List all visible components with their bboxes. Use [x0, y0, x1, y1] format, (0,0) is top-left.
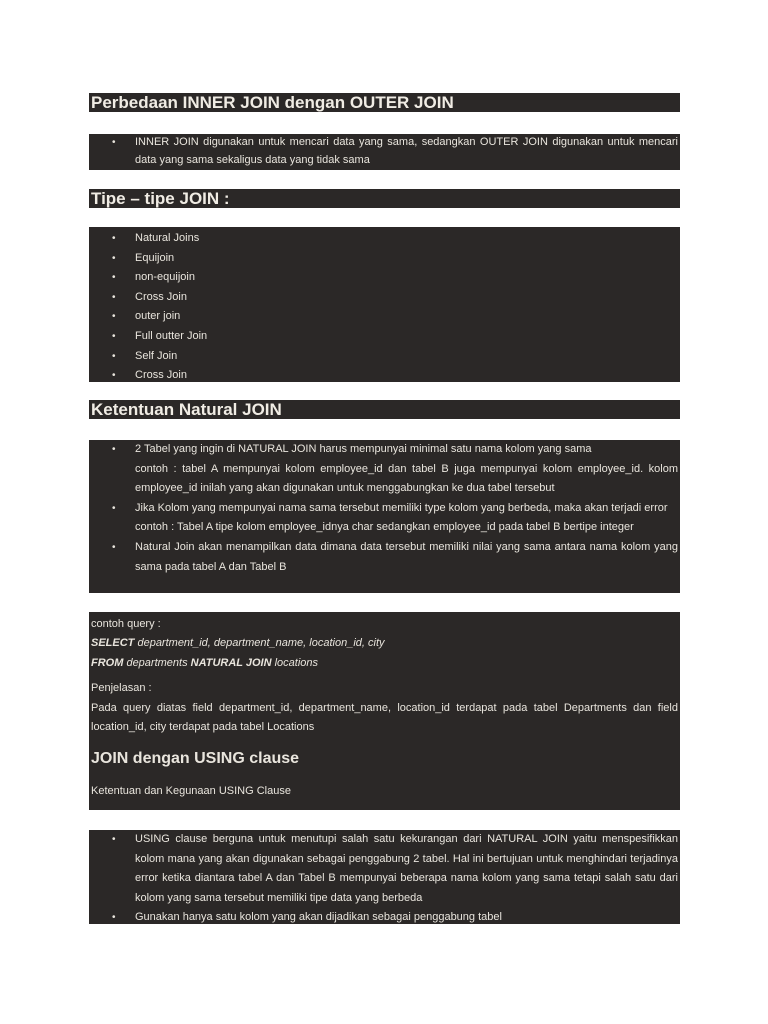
bullet-icon: • — [112, 912, 116, 924]
using-clause-title: JOIN dengan USING clause — [91, 750, 300, 768]
list-item: • outer join — [89, 307, 680, 327]
bullet-icon: • — [112, 370, 116, 382]
heading-inner-outer-join: Perbedaan INNER JOIN dengan OUTER JOIN — [89, 93, 680, 112]
bullet-list — [89, 134, 680, 170]
bullet-icon: • — [112, 330, 116, 342]
section-ketentuan-natural-join — [89, 440, 680, 593]
bullet-icon: • — [112, 444, 116, 455]
bullet-icon: • — [112, 272, 116, 284]
bullet-icon: • — [112, 311, 116, 323]
list-item: • USING clause berguna untuk menutupi salah satu kekurangan dari NATURAL JOIN yaitu menspesifikkan kolom mana yang akan digunakan sebagai penggabung 2 tabel. Hal ini bertujuan untuk menghindari terjadinya error ketika diantara tabel A dan Tabel B mempunyai beberapa nama kolom yang sama tetapi salah satu dari kolom yang sama tersebut memiliki tipe data yang berbeda — [89, 830, 680, 908]
section-inner-outer-join — [89, 134, 680, 170]
list-item: • Equijoin — [89, 249, 680, 269]
list-item: • Gunakan hanya satu kolom yang akan dijadikan sebagai penggabung tabel — [89, 908, 680, 928]
list-item: • Natural Joins — [89, 229, 680, 249]
bullet-icon: • — [112, 834, 116, 845]
bullet-icon: • — [112, 291, 116, 303]
list-item: • 2 Tabel yang ingin di NATURAL JOIN harus mempunyai minimal satu nama kolom yang sama contoh : tabel A mempunyai kolom employee_id dan tabel B juga mempunyai kolom employee_id. kolom employee_id inilah yang akan digunakan untuk menggabungkan ke dua tabel tersebut — [89, 440, 680, 499]
bullet-icon: • — [112, 137, 116, 148]
list-item: • Cross Join — [89, 366, 680, 386]
list-item: • non-equijoin — [89, 268, 680, 288]
query-select-line: SELECT department_id, department_name, location_id, city — [91, 637, 385, 650]
query-label: contoh query : — [91, 618, 161, 630]
list-item: • Self Join — [89, 347, 680, 367]
section-tipe-join — [89, 227, 680, 382]
bullet-icon: • — [112, 252, 116, 264]
penjelasan-label: Penjelasan : — [91, 682, 152, 695]
list-item: • Natural Join akan menampilkan data dimana data tersebut memiliki nilai yang sama antara nama kolom yang sama pada tabel A dan Tabel B — [89, 538, 680, 577]
query-from-line: FROM departments NATURAL JOIN locations — [91, 656, 319, 669]
bullet-icon: • — [112, 541, 116, 553]
bullet-icon: • — [112, 350, 116, 362]
heading-tipe-join: Tipe – tipe JOIN : — [89, 189, 680, 208]
penjelasan-text: Pada query diatas field department_id, department_name, location_id terdapat pada tabel Departments dan field location_id, city terdapat pada tabel Locations — [91, 701, 678, 734]
list-item: • Cross Join — [89, 288, 680, 308]
heading-ketentuan-natural-join: Ketentuan Natural JOIN — [89, 400, 680, 419]
natural-join-rules-list — [89, 440, 680, 577]
list-item: • INNER JOIN digunakan untuk mencari data yang sama, sedangkan OUTER JOIN digunakan untuk mencari data yang sama sekaligus data yang tidak sama — [112, 136, 678, 166]
list-item: • Full outter Join — [89, 327, 680, 347]
join-types-list — [89, 229, 680, 386]
bullet-icon: • — [112, 233, 116, 244]
list-item: • Jika Kolom yang mempunyai nama sama tersebut memiliki type kolom yang berbeda, maka akan terjadi error contoh : Tabel A tipe kolom employee_idnya char sedangkan employee_id pada tabel B bertipe integer — [89, 499, 680, 538]
using-clause-subtitle: Ketentuan dan Kegunaan USING Clause — [91, 785, 291, 798]
section-using-clause — [89, 830, 680, 924]
section-query-example — [89, 612, 680, 810]
bullet-icon: • — [112, 502, 116, 514]
using-clause-list — [89, 830, 680, 928]
